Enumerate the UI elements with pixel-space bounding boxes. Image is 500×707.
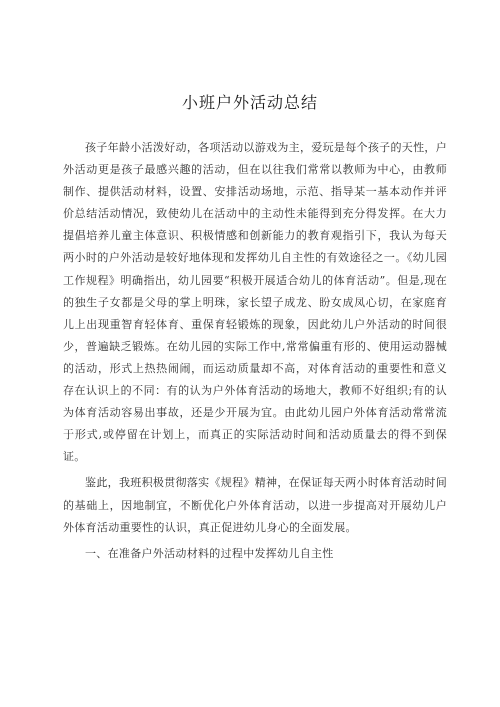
paragraph-measures: 鉴此，我班积极贯彻落实《规程》精神，在保证每天两小时体育活动时间的基础上，因地制宜，不断优化户外体育活动，以进一步提高对开展幼儿户外体育活动重要性的认识，真正促进幼儿身心的全面发展。: [63, 476, 447, 534]
document-body: [63, 137, 447, 565]
paragraph-intro: 孩子年龄小活泼好动，各项活动以游戏为主，爱玩是每个孩子的天性，户外活动更是孩子最感兴趣的活动，但在以往我们常常以教师为中心，由教师制作、提供活动材料，设置、安排活动场地，示范、指导某一基本动作并评价总结活动情况，致使幼儿在活动中的主动性未能得到充分得发挥。在大力提倡培养儿童主体意识、积极情感和创新能力的教育观指引下，我认为每天两小时的户外活动是较好地体现和发挥幼儿自主性的有效途径之一。《幼儿园工作规程》明确指出，幼儿园要“积极开展适合幼儿的体育活动”。但是,现在的独生子女都是父母的掌上明珠，家长望子成龙、盼女成凤心切，在家庭育儿上出现重智育轻体育、重保育轻锻炼的现象，因此幼儿户外活动的时间很少，普遍缺乏锻炼。在幼儿园的实际工作中,常常偏重有形的、使用运动器械的活动，形式上热热闹闹，而运动质量却不高，对体育活动的重要性和意义存在认识上的不同：有的认为户外体育活动的场地大，教师不好组织;有的认为体育活动容易出事故，还是少开展为宜。由此幼儿园户外体育活动常常流于形式,或停留在计划上，而真正的实际活动时间和活动质量去的得不到保证。: [63, 141, 447, 464]
document-title: 小班户外活动总结: [181, 93, 318, 112]
section-heading-1: 一、在准备户外活动材料的过程中发挥幼儿自主性: [85, 546, 334, 560]
